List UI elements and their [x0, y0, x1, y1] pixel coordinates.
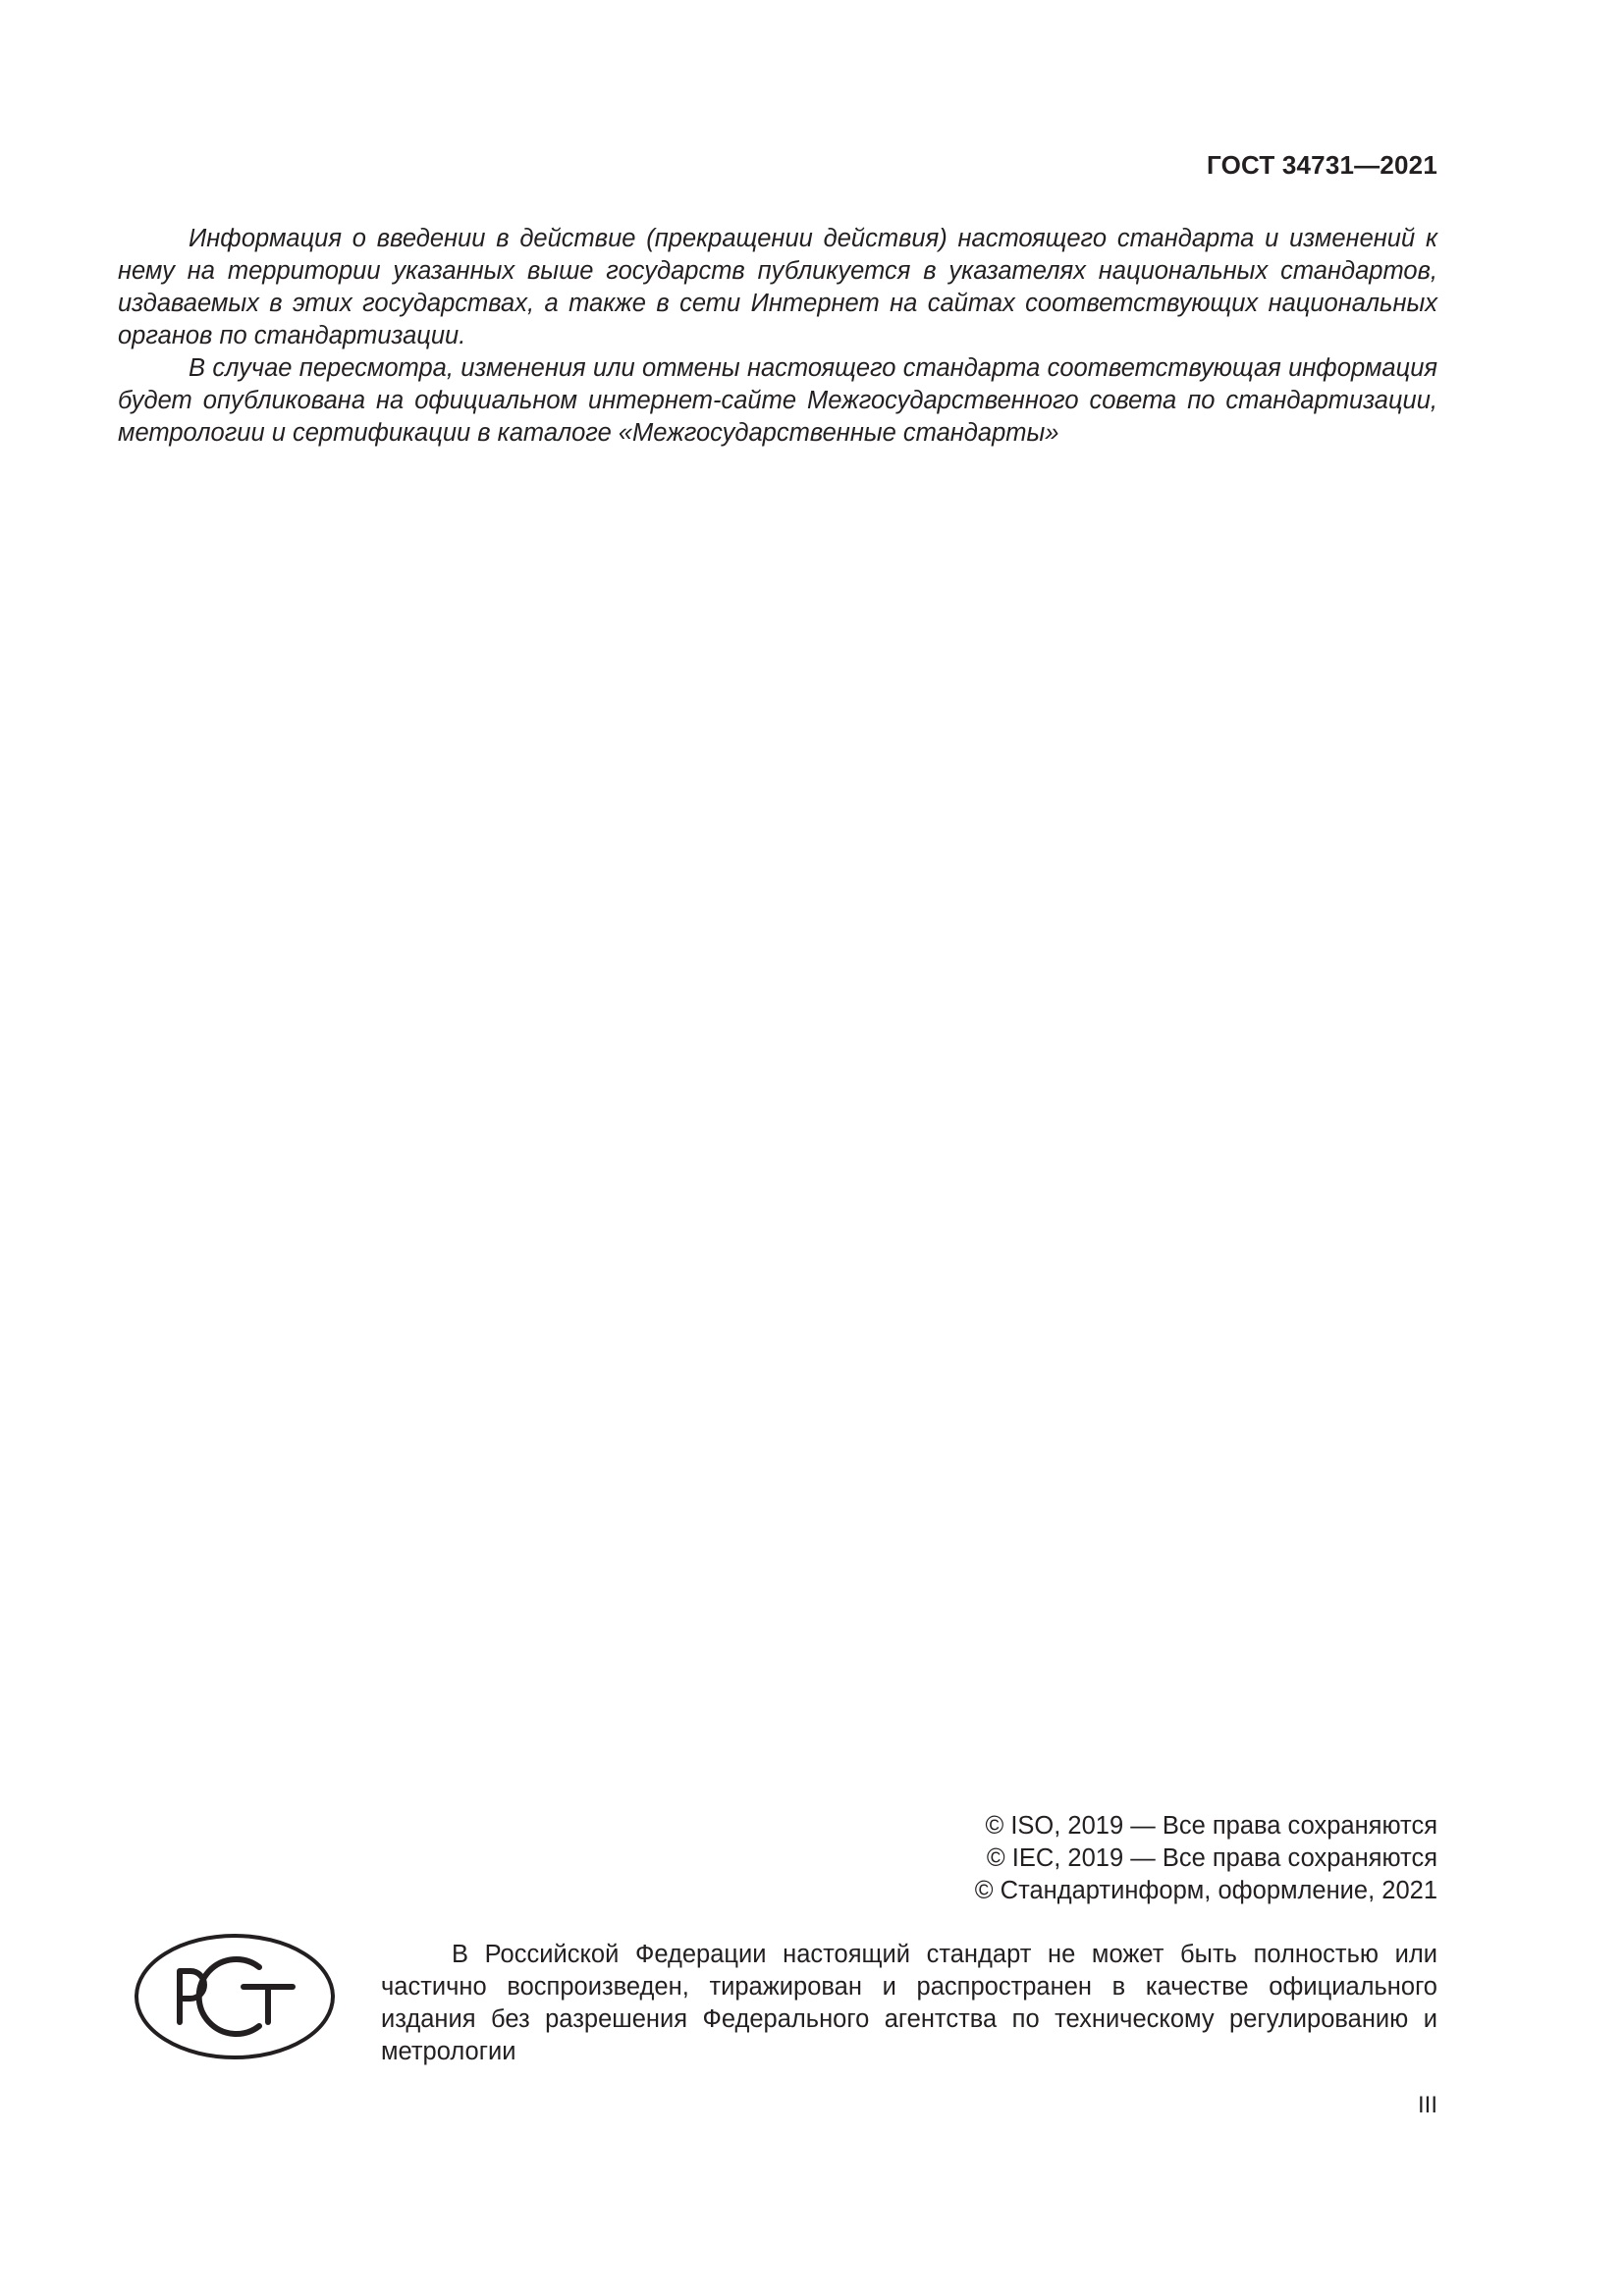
copyright-line-iec: © IEC, 2019 — Все права сохраняются [986, 1844, 1437, 1872]
reproduction-notice-text: В Российской Федерации настоящий стандарт не может быть полностью или частично воспроизведен, тиражирован и распространен в качестве официального издания без разрешения Федерального агентства по техническому регулированию и метрологии [381, 1941, 1437, 2065]
copyright-line-standartinform: © Стандартинформ, оформление, 2021 [974, 1877, 1437, 1904]
notice-paragraph-revision: В случае пересмотра, изменения или отмены настоящего стандарта соответствующая информация будет опубликована на официальном интернет-сайте Межгосударственного совета по стандартизации, метрологии и сертификации в каталоге «Межгосударственные стандарты» [118, 354, 1437, 447]
document-code: ГОСТ 34731—2021 [1207, 150, 1437, 180]
copyright-block [975, 1810, 1437, 1907]
notice-text [118, 223, 1437, 450]
notice-paragraph-info: Информация о введении в действие (прекращении действия) настоящего стандарта и изменений к нему на территории указанных выше государств публикуется в указателях национальных стандартов, издаваемых в этих государствах, а также в сети Интернет на сайтах соответствующих национальных органов по стандартизации. [118, 225, 1437, 349]
rst-certification-mark-icon [134, 1932, 336, 2061]
copyright-line-iso: © ISO, 2019 — Все права сохраняются [985, 1812, 1437, 1840]
reproduction-notice [381, 1939, 1437, 2068]
page-number: III [1417, 2092, 1437, 2118]
